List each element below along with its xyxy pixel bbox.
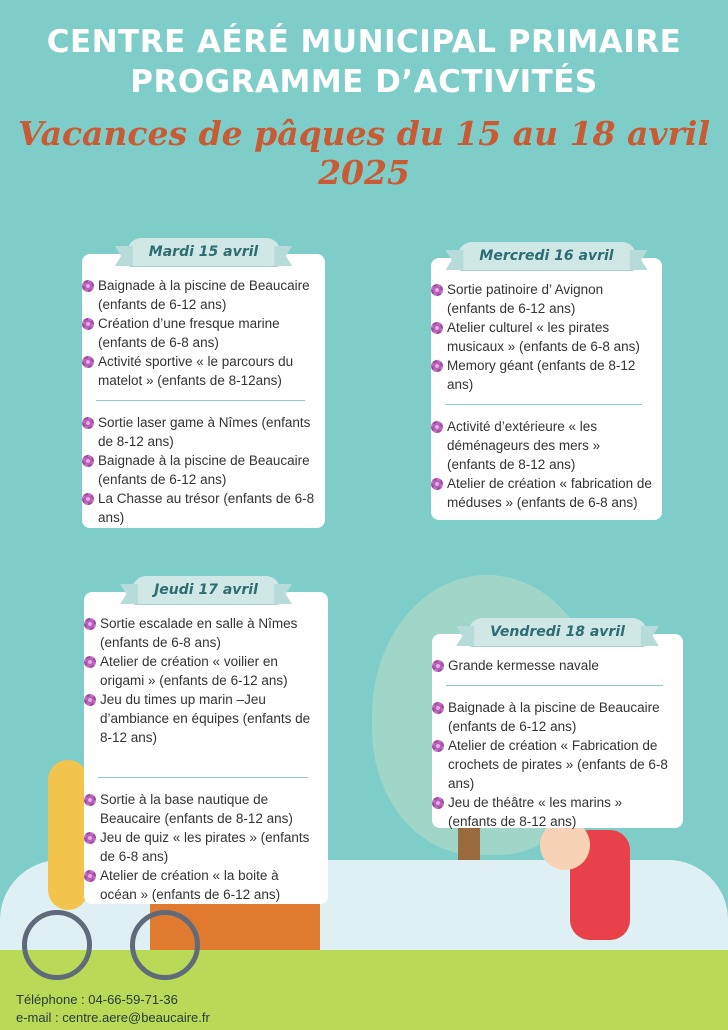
- flower-bullet-icon: [432, 797, 444, 809]
- activity-list: [431, 417, 652, 512]
- list-item: Atelier de création « la boite à océan » (enfants de 6-12 ans): [84, 866, 318, 904]
- child-on-bike-illustration: [48, 760, 88, 910]
- activity-list: [82, 276, 315, 390]
- day-ribbon: Jeudi 17 avril: [132, 576, 280, 604]
- list-item: Jeu de théâtre « les marins » (enfants de 8-12 ans): [432, 793, 673, 831]
- list-item: La Chasse au trésor (enfants de 6-8 ans): [82, 489, 315, 527]
- list-item: Atelier de création « voilier en origami » (enfants de 6-12 ans): [84, 652, 318, 690]
- flower-bullet-icon: [432, 702, 444, 714]
- list-item: Activité sportive « le parcours du matelot » (enfants de 8-12ans): [82, 352, 315, 390]
- activity-list: [432, 656, 673, 675]
- flower-bullet-icon: [431, 478, 443, 490]
- list-item: Création d’une fresque marine (enfants de 6-8 ans): [82, 314, 315, 352]
- list-item: Baignade à la piscine de Beaucaire (enfants de 6-12 ans): [82, 451, 315, 489]
- list-item: Baignade à la piscine de Beaucaire (enfants de 6-12 ans): [82, 276, 315, 314]
- flower-bullet-icon: [84, 794, 96, 806]
- page-subtitle: Vacances de pâques du 15 au 18 avril 2025: [18, 114, 710, 192]
- flower-bullet-icon: [432, 660, 444, 672]
- day-card-friday: [432, 624, 683, 829]
- list-item: Activité d’extérieure « les déménageurs des mers » (enfants de 8-12 ans): [431, 417, 652, 474]
- list-item: Sortie laser game à Nîmes (enfants de 8-12 ans): [82, 413, 315, 451]
- flower-bullet-icon: [82, 280, 94, 292]
- activity-list: [432, 698, 673, 831]
- divider: [446, 685, 663, 686]
- flower-bullet-icon: [84, 618, 96, 630]
- flower-bullet-icon: [84, 694, 96, 706]
- list-item: Baignade à la piscine de Beaucaire (enfants de 6-12 ans): [432, 698, 673, 736]
- footer-email: e-mail : centre.aere@beaucaire.fr: [16, 1010, 210, 1025]
- list-item: Memory géant (enfants de 8-12 ans): [431, 356, 652, 394]
- flower-bullet-icon: [431, 284, 443, 296]
- activity-list: [84, 614, 318, 747]
- bicycle-wheel-left: [22, 910, 92, 980]
- day-card-wednesday: [431, 248, 662, 520]
- flower-bullet-icon: [431, 322, 443, 334]
- flower-bullet-icon: [84, 870, 96, 882]
- list-item: Jeu de quiz « les pirates » (enfants de 6-8 ans): [84, 828, 318, 866]
- list-item: Atelier de création « Fabrication de crochets de pirates » (enfants de 6-8 ans): [432, 736, 673, 793]
- day-card-tuesday: [82, 244, 325, 528]
- list-item: Jeu du times up marin –Jeu d’ambiance en équipes (enfants de 8-12 ans): [84, 690, 318, 747]
- bicycle-wheel-right: [130, 910, 200, 980]
- list-item: Sortie à la base nautique de Beaucaire (enfants de 8-12 ans): [84, 790, 318, 828]
- footer-phone: Téléphone : 04-66-59-71-36: [16, 992, 178, 1007]
- divider: [98, 777, 308, 778]
- day-card-thursday: [84, 582, 328, 904]
- activity-list: [84, 790, 318, 904]
- flower-bullet-icon: [82, 455, 94, 467]
- flower-bullet-icon: [84, 832, 96, 844]
- page-title-line1: CENTRE AÉRÉ MUNICIPAL PRIMAIRE: [46, 24, 682, 60]
- flower-bullet-icon: [431, 421, 443, 433]
- list-item: Grande kermesse navale: [432, 656, 673, 675]
- divider: [96, 400, 305, 401]
- list-item: Atelier culturel « les pirates musicaux » (enfants de 6-8 ans): [431, 318, 652, 356]
- flower-bullet-icon: [82, 493, 94, 505]
- day-ribbon: Vendredi 18 avril: [468, 618, 647, 646]
- flower-bullet-icon: [432, 740, 444, 752]
- flower-bullet-icon: [82, 417, 94, 429]
- list-item: Sortie escalade en salle à Nîmes (enfants de 6-8 ans): [84, 614, 318, 652]
- list-item: Atelier de création « fabrication de méduses » (enfants de 6-8 ans): [431, 474, 652, 512]
- activity-list: [431, 280, 652, 394]
- flower-bullet-icon: [84, 656, 96, 668]
- list-item: Sortie patinoire d’ Avignon (enfants de 6-12 ans): [431, 280, 652, 318]
- day-ribbon: Mardi 15 avril: [127, 238, 280, 266]
- flower-bullet-icon: [82, 318, 94, 330]
- day-ribbon: Mercredi 16 avril: [457, 242, 635, 270]
- page-title-line2: PROGRAMME D’ACTIVITÉS: [130, 64, 598, 100]
- flower-bullet-icon: [431, 360, 443, 372]
- divider: [445, 404, 642, 405]
- flower-bullet-icon: [82, 356, 94, 368]
- activity-list: [82, 413, 315, 527]
